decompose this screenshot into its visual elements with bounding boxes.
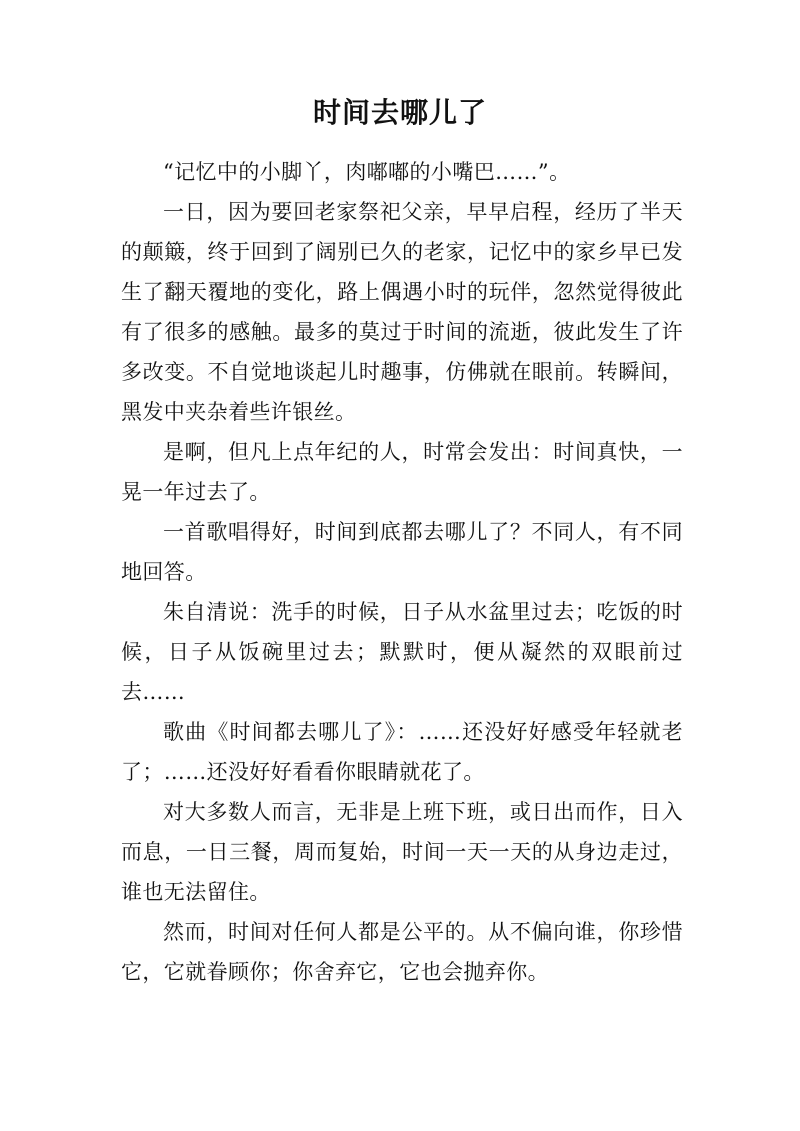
paragraph-7: 对大多数人而言，无非是上班下班，或日出而作，日入而息，一日三餐，周而复始，时间一天一天的从身边走过，谁也无法留住。: [121, 800, 683, 904]
paragraph-4: 一首歌唱得好，时间到底都去哪儿了？不同人，有不同地回答。: [121, 520, 683, 584]
paragraph-5: 朱自清说：洗手的时候，日子从水盆里过去；吃饭的时候，日子从饭碗里过去；默默时，便从凝然的双眼前过去……: [121, 600, 683, 704]
paragraph-8: 然而，时间对任何人都是公平的。从不偏向谁，你珍惜它，它就眷顾你；你舍弃它，它也会抛弃你。: [121, 920, 683, 984]
paragraph-2: 一日，因为要回老家祭祀父亲，早早启程，经历了半天的颠簸，终于回到了阔别已久的老家，记忆中的家乡早已发生了翻天覆地的变化，路上偶遇小时的玩伴，忽然觉得彼此有了很多的感触。最多的莫过于时间的流逝，彼此发生了许多改变。不自觉地谈起儿时趣事，仿佛就在眼前。转瞬间，黑发中夹杂着些许银丝。: [121, 200, 683, 424]
paragraph-6: 歌曲《时间都去哪儿了》：……还没好好感受年轻就老了；……还没好好看看你眼睛就花了。: [121, 720, 683, 784]
paragraph-3: 是啊，但凡上点年纪的人，时常会发出：时间真快，一晃一年过去了。: [121, 440, 683, 504]
document-title: 时间去哪儿了: [312, 96, 487, 129]
document-body: [121, 152, 683, 992]
paragraph-1: “记忆中的小脚丫，肉嘟嘟的小嘴巴……”。: [163, 160, 571, 184]
